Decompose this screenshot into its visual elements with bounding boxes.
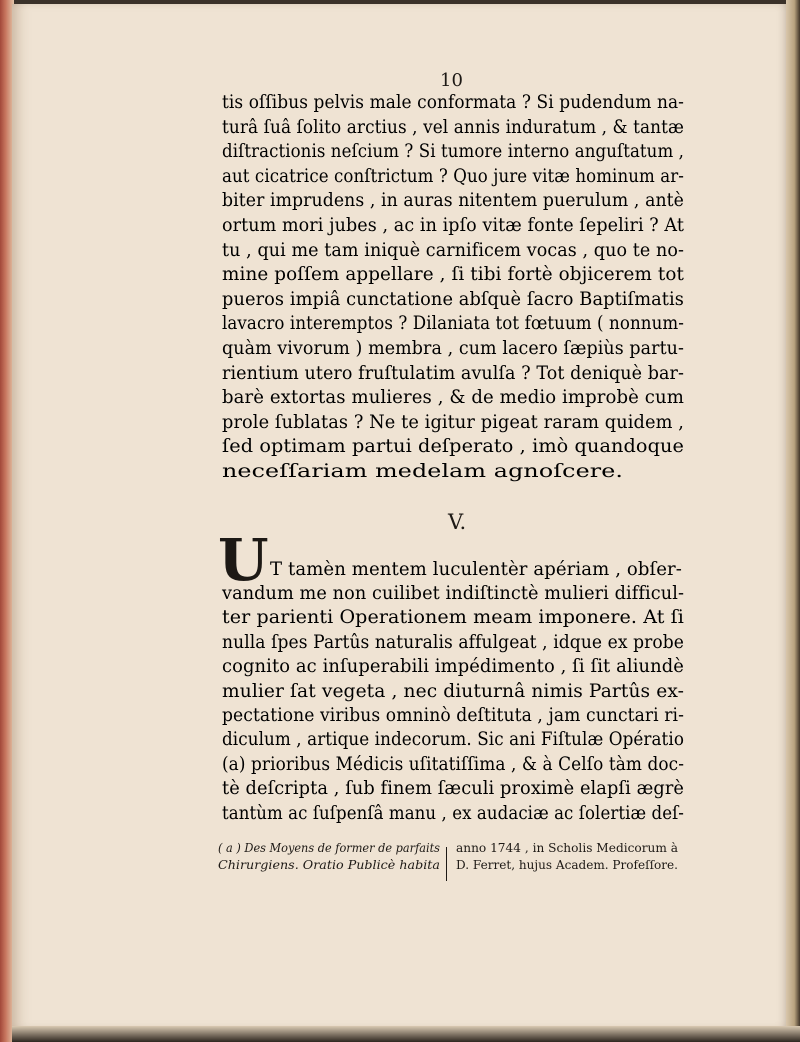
text-line: barè extortas mulieres , & de medio improbè cum xyxy=(222,386,684,409)
drop-cap-initial: U xyxy=(218,526,269,594)
text-line: rientium utero fruſtulatim avulſa ? Tot deniquè bar- xyxy=(222,361,684,384)
text-line: turâ ſuâ ſolito arctius , vel annis induratum , & tantæ xyxy=(222,115,684,138)
text-line: diſtractionis neſcium ? Si tumore interno anguſtatum , xyxy=(222,140,684,163)
text-line: pueros impiâ cunctatione abſquè ſacro Baptiſmatis xyxy=(222,287,684,310)
text-line: tantùm ac ſuſpenſâ manu , ex audaciæ ac ſolertiæ deſ- xyxy=(222,801,684,824)
text-line: anno 1744 , in Scholis Medicorum à xyxy=(456,841,678,855)
footnote-divider xyxy=(446,847,447,881)
text-line: mulier ſat vegeta , nec diuturnâ nimis Partûs ex- xyxy=(222,679,684,702)
text-line: ortum mori jubes , ac in ipſo vitæ fonte ſepeliri ? At xyxy=(222,214,684,236)
text-line: aut cicatrice conſtrictum ? Quo jure vitæ hominum ar- xyxy=(222,164,684,187)
text-line: biter imprudens , in auras nitentem puerulum , antè xyxy=(222,189,684,212)
text-line: diculum , artique indecorum. Sic ani Fiſtulæ Opératio xyxy=(222,728,684,751)
page-number: 10 xyxy=(440,70,463,91)
text-line: cognito ac inſuperabili impédimento , ſi ſit aliundè xyxy=(222,655,684,678)
page-bottom-shadow xyxy=(12,1026,800,1042)
text-line: tu , qui me tam iniquè carnificem vocas , quo te no- xyxy=(222,238,684,261)
text-line: lavacro interemptos ? Dilaniata tot fœtuum ( nonnum- xyxy=(222,312,684,335)
text-line: ſed optimam partui deſperato , imò quandoque xyxy=(222,435,684,458)
text-line: D. Ferret, hujus Academ. Profeſſore. xyxy=(456,858,678,872)
text-line: Chirurgiens. Oratio Publicè habita xyxy=(218,858,440,872)
text-line: ter parienti Operationem meam imponere. At ſi xyxy=(222,606,684,629)
text-line: mine poſſem appellare , ſi tibi fortè objicerem tot xyxy=(222,263,684,286)
text-line: tis oſſibus pelvis male conformata ? Si pudendum na- xyxy=(222,91,684,113)
text-line: prole ſublatas ? Ne te igitur pigeat raram quidem , xyxy=(222,410,684,433)
paragraph-first-line: T tamèn mentem luculentèr apériam , obſer- xyxy=(270,558,682,580)
text-line: ( a ) Des Moyens de former de parfaits xyxy=(218,841,440,855)
text-line: tè deſcripta , ſub finem ſæculi proximè elapſi ægrè xyxy=(222,777,684,800)
text-line: quàm vivorum ) membra , cum lacero ſæpiùs partu- xyxy=(222,337,684,359)
text-line: neceſſariam medelam agnoſcere. xyxy=(222,460,624,482)
text-line: (a) prioribus Médicis uſitatiſſima , & à Celſo tàm doc- xyxy=(222,752,684,775)
section-heading: V. xyxy=(448,510,467,534)
text-line: vandum me non cuilibet indiſtinctè mulieri difficul- xyxy=(222,582,684,604)
page-stack-edge xyxy=(786,0,800,1042)
text-line: pectatione viribus omninò deſtituta , jam cunctari ri- xyxy=(222,704,684,726)
text-line: nulla ſpes Partûs naturalis affulgeat , idque ex probe xyxy=(222,630,684,653)
